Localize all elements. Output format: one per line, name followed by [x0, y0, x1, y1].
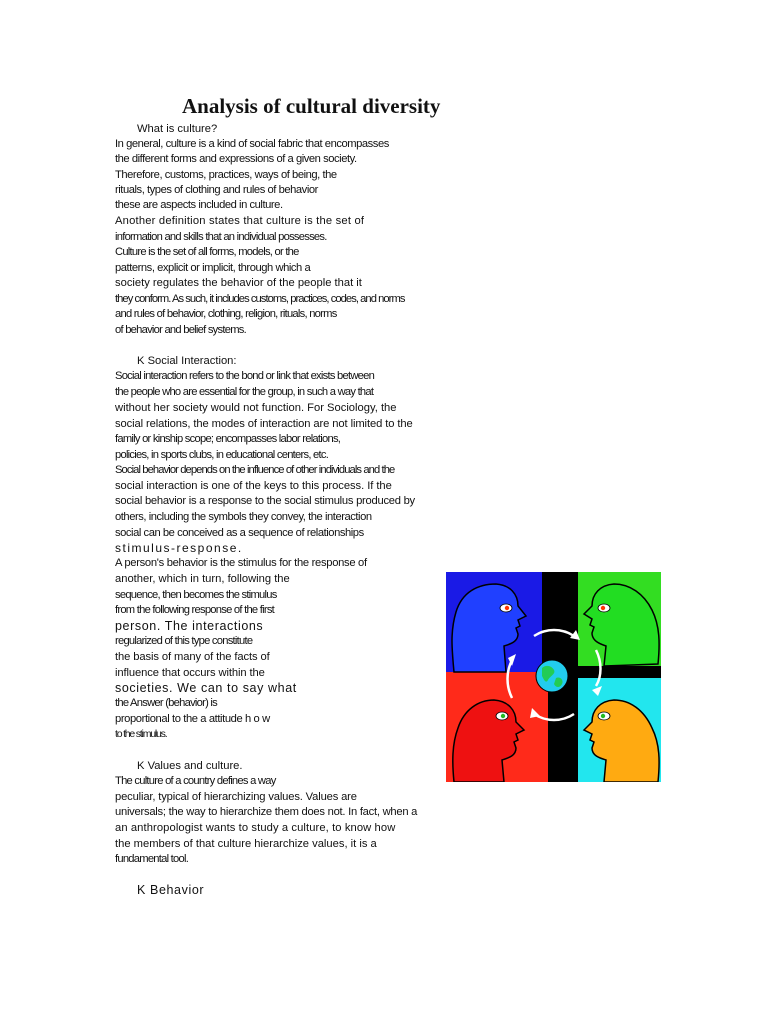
text-line: person. The interactions	[115, 619, 264, 633]
text-line: In general, culture is a kind of social fabric that encompasses	[115, 138, 389, 150]
text-line: the people who are essential for the group, in such a way that	[115, 386, 374, 398]
text-line: these are aspects included in culture.	[115, 199, 283, 211]
text-line: Another definition states that culture is the set of	[115, 215, 365, 227]
text-line: others, including the symbols they convey, the interaction	[115, 511, 372, 523]
text-line: information and skills that an individual possesses.	[115, 231, 327, 243]
text-line: the different forms and expressions of a given society.	[115, 153, 357, 165]
text-line: the members of that culture hierarchize values, it is a	[115, 838, 377, 850]
text-line: A person's behavior is the stimulus for the response of	[115, 557, 367, 569]
text-line: society regulates the behavior of the people that it	[115, 277, 362, 289]
section-heading: K Social Interaction:	[137, 355, 237, 367]
text-line: another, which in turn, following the	[115, 573, 290, 585]
text-line: patterns, explicit or implicit, through which a	[115, 262, 311, 274]
text-line: What is culture?	[137, 123, 218, 135]
text-line: social relations, the modes of interaction are not limited to the	[115, 418, 413, 430]
text-line: an anthropologist wants to study a culture, to know how	[115, 822, 396, 834]
text-line: without her society would not function. For Sociology, the	[115, 402, 397, 414]
text-line: they conform. As such, it includes customs, practices, codes, and norms	[115, 293, 405, 305]
text-line: universals; the way to hierarchize them does not. In fact, when a	[115, 806, 418, 818]
text-line: policies, in sports clubs, in educational centers, etc.	[115, 449, 329, 461]
text-line: societies. We can to say what	[115, 681, 297, 695]
text-line: from the following response of the first	[115, 604, 275, 616]
section-heading: K Behavior	[137, 883, 205, 897]
text-line: of behavior and belief systems.	[115, 324, 246, 336]
text-line: family or kinship scope; encompasses labor relations,	[115, 433, 341, 445]
text-line: to the stimulus.	[115, 728, 167, 740]
text-line: Culture is the set of all forms, models, or the	[115, 246, 299, 258]
text-line: Therefore, customs, practices, ways of being, the	[115, 169, 337, 181]
text-line: sequence, then becomes the stimulus	[115, 589, 277, 601]
text-line: Social behavior depends on the influence of other individuals and the	[115, 464, 395, 476]
text-line: proportional to the a attitude h o w	[115, 713, 270, 725]
text-line: the Answer (behavior) is	[115, 697, 218, 709]
text-line: rituals, types of clothing and rules of behavior	[115, 184, 318, 196]
text-line: social behavior is a response to the social stimulus produced by	[115, 495, 415, 507]
text-line: regularized of this type constitute	[115, 635, 253, 647]
text-line: stimulus-response.	[115, 541, 243, 555]
globe-icon	[536, 660, 568, 692]
text-line: influence that occurs within the	[115, 667, 265, 679]
text-line: the basis of many of the facts of	[115, 651, 270, 663]
text-line: social can be conceived as a sequence of relationships	[115, 527, 364, 539]
page-title: Analysis of cultural diversity	[182, 94, 441, 118]
text-line: peculiar, typical of hierarchizing values. Values are	[115, 791, 357, 803]
text-line: The culture of a country defines a way	[115, 775, 276, 787]
text-line: fundamental tool.	[115, 853, 189, 865]
text-line: social interaction is one of the keys to this process. If the	[115, 480, 392, 492]
text-line: and rules of behavior, clothing, religion, rituals, norms	[115, 308, 337, 320]
people-interaction-illustration	[446, 572, 661, 782]
section-heading: K Values and culture.	[137, 760, 243, 772]
text-line: Social interaction refers to the bond or link that exists between	[115, 370, 375, 382]
